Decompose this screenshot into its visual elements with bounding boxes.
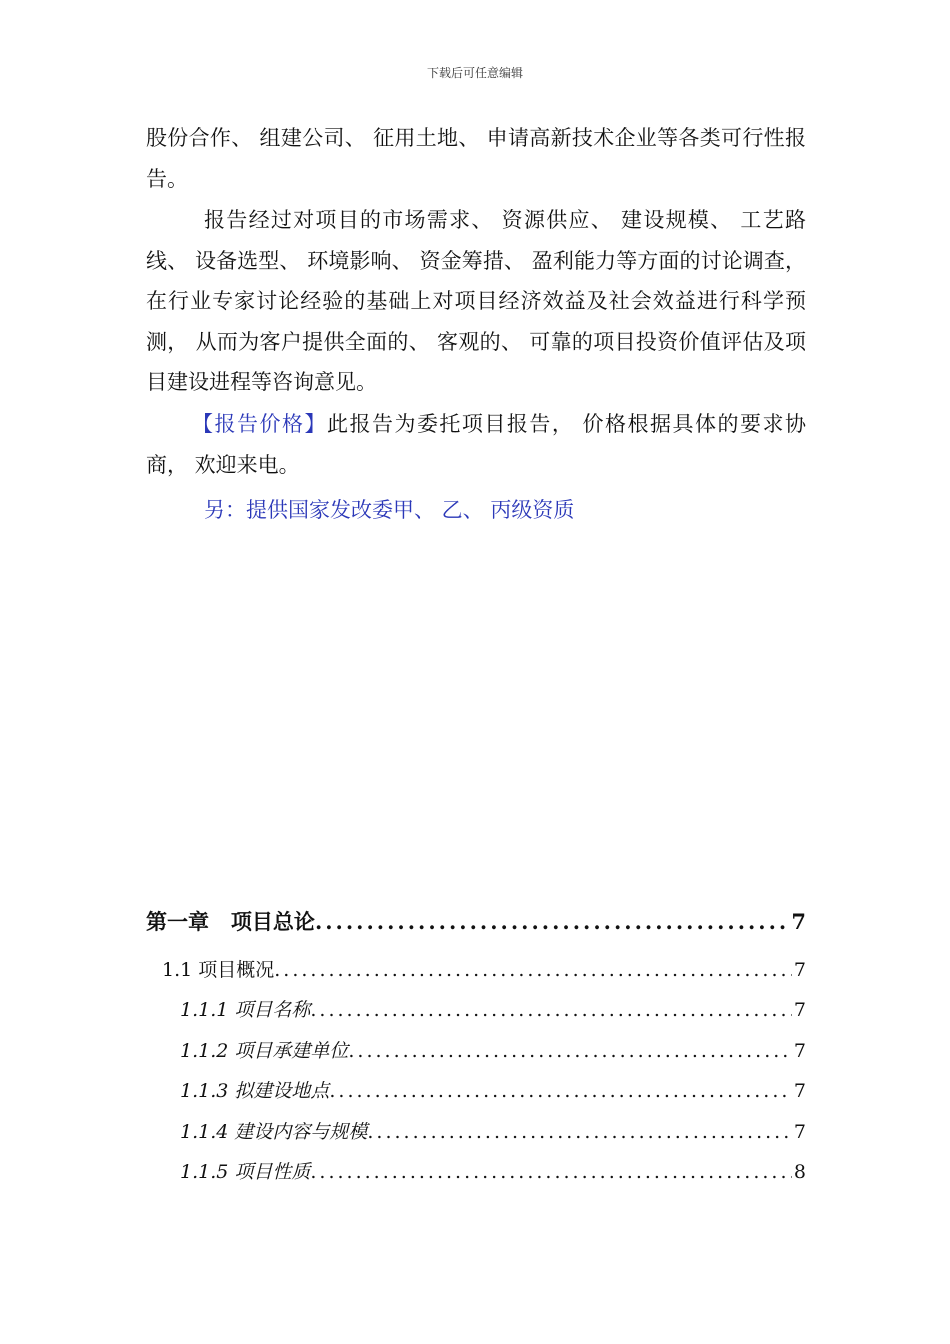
paragraph-report-price [146,404,806,485]
toc-label: 1.1.3 拟建设地点 [180,1080,330,1102]
toc-leader [329,1071,792,1112]
toc-page-number: 7 [793,1120,806,1143]
toc-leader [315,900,789,944]
toc-page-number: 7 [793,1039,806,1062]
paragraph-report-types: 股份合作、 组建公司、 征用土地、 申请高新技术企业等各类可行性报告。 [146,126,806,191]
toc-label: 1.1 项目概况 [162,959,275,981]
toc-label: 1.1.2 项目承建单位 [180,1039,349,1062]
toc-entry-1-1-3[interactable] [146,1071,806,1112]
toc-label: 1.1.1 项目名称 [180,999,311,1021]
toc-page-number: 7 [791,909,806,934]
toc-page-number: 7 [793,959,806,981]
price-text: 此报告为委托项目报告， 价格根据具体的要求协商， 欢迎来电。 [146,412,806,477]
paragraph-report-scope: 报告经过对项目的市场需求、 资源供应、 建设规模、 工艺路线、 设备选型、 环境影响、 资金筹措、 盈利能力等方面的讨论调查， 在行业专家讨论经验的基础上对项目经济效益及社会效益进行科学预测， 从而为客户提供全面的、 客观的、 可靠的项目投资价值评估及项目建设进程等咨询意见。 [146,208,806,394]
qualification-note: 另：提供国家发改委甲、 乙、 丙级资质 [204,498,575,522]
toc-label: 1.1.4 建设内容与规模 [180,1120,368,1143]
toc-entry-1-1-4[interactable] [146,1112,806,1153]
toc-entry-1-1-5[interactable] [146,1152,806,1193]
toc-leader [274,950,792,990]
toc-entry-1-1-2[interactable] [146,1031,806,1072]
toc-entry-1-1-1[interactable] [146,990,806,1031]
toc-leader [348,1031,792,1072]
toc-page-number: 7 [793,999,806,1021]
toc-entry-1-1[interactable] [146,950,806,990]
toc-leader [310,990,792,1031]
table-of-contents [146,900,806,1193]
toc-leader [310,1152,792,1193]
toc-leader [367,1112,792,1153]
toc-page-number: 8 [793,1161,806,1183]
toc-label: 1.1.5 项目性质 [180,1161,311,1183]
toc-label: 第一章 项目总论 [146,909,315,934]
toc-entry-chapter-1[interactable] [146,900,806,944]
page-header: 下载后可任意编辑 [426,66,523,80]
toc-page-number: 7 [793,1080,806,1102]
price-label: 【报告价格】 [192,412,327,436]
